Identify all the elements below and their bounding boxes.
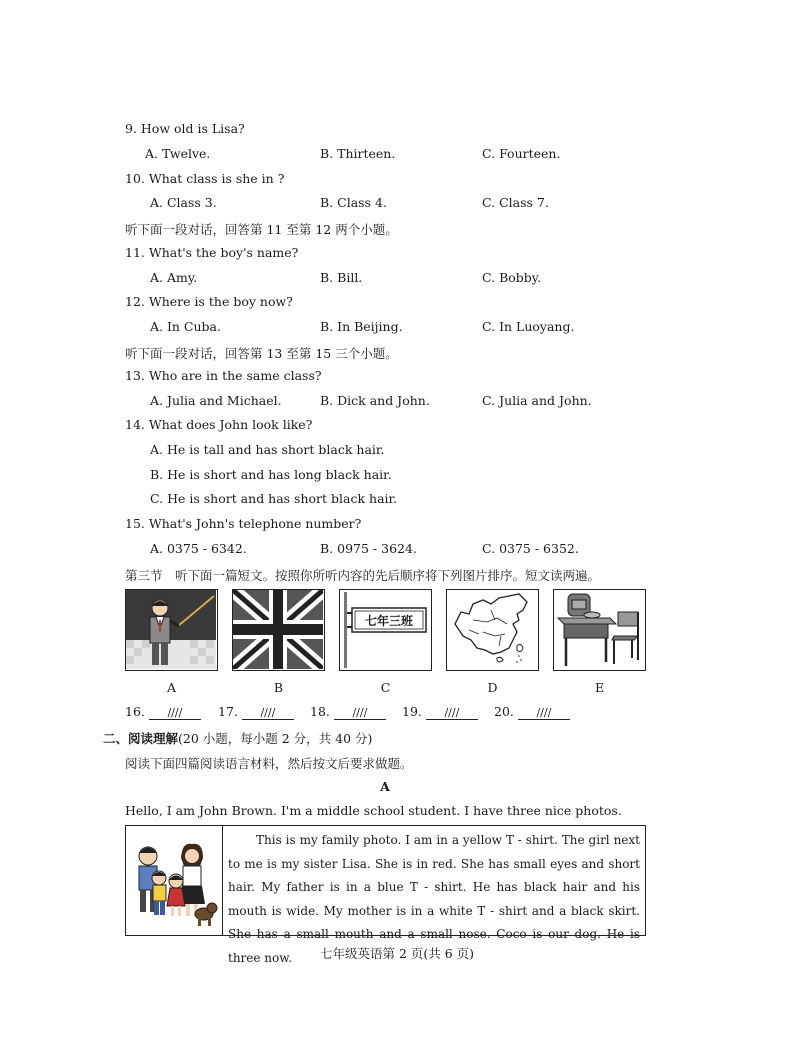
question-11-option-b: B. Bill.	[320, 270, 363, 285]
picture-d-china-map	[446, 589, 539, 671]
picture-label-a: A	[166, 680, 177, 695]
question-10-option-a: A. Class 3.	[150, 195, 217, 210]
question-14-stem: 14. What does John look like?	[125, 417, 313, 432]
picture-label-c: C	[380, 680, 391, 695]
question-13-option-c: C. Julia and John.	[482, 393, 592, 408]
question-9-stem: 9. How old is Lisa?	[125, 121, 245, 136]
question-10-stem: 10. What class is she in ?	[125, 171, 285, 186]
question-12-option-c: C. In Luoyang.	[482, 319, 575, 334]
answer-16[interactable]	[125, 704, 201, 720]
answer-blank[interactable]: ////	[518, 706, 570, 720]
question-11-stem: 11. What's the boy's name?	[125, 245, 299, 260]
reading-section-note: (20 小题，每小题 2 分，共 40 分)	[178, 731, 373, 746]
answer-blank[interactable]: ////	[149, 706, 201, 720]
question-11-option-c: C. Bobby.	[482, 270, 542, 285]
answer-blank[interactable]: ////	[426, 706, 478, 720]
class-sign-text: 七年三班	[364, 614, 414, 628]
question-15-option-b: B. 0975 - 3624.	[320, 541, 417, 556]
answer-17[interactable]	[218, 704, 294, 720]
picture-label-e: E	[594, 680, 605, 695]
question-9-option-c: C. Fourteen.	[482, 146, 561, 161]
photo-description-text: This is my family photo. I am in a yellow T - shirt. The girl next to me is my sister Lisa. She is in red. She has small eyes and short hair. My father is in a blue T - shirt. He has black hair and his mouth is wide. My mother is in a white T - shirt and a black skirt. She has a small mouth and a small nose. Coco is our dog. He is three now.	[228, 833, 640, 965]
answer-number: 17.	[218, 704, 238, 719]
answer-number: 16.	[125, 704, 145, 719]
question-13-stem: 13. Who are in the same class?	[125, 368, 322, 383]
question-12-stem: 12. Where is the boy now?	[125, 294, 293, 309]
instruction-dialogue-13-15: 听下面一段对话，回答第 13 至第 15 三个小题。	[125, 346, 398, 361]
answer-blank[interactable]: ////	[242, 706, 294, 720]
question-10-option-b: B. Class 4.	[320, 195, 387, 210]
answer-number: 18.	[310, 704, 330, 719]
question-12-option-a: A. In Cuba.	[150, 319, 221, 334]
answer-number: 19.	[402, 704, 422, 719]
reading-section-header	[103, 729, 372, 747]
picture-a-teacher	[125, 589, 218, 671]
picture-b-union-jack	[232, 589, 325, 671]
family-photo-illustration	[126, 826, 223, 935]
picture-label-d: D	[487, 680, 498, 695]
section-3-instruction: 第三节 听下面一篇短文。按照你所听内容的先后顺序将下列图片排序。短文读两遍。	[125, 568, 601, 583]
passage-opening: Hello, I am John Brown. I'm a middle school student. I have three nice photos.	[125, 803, 622, 818]
instruction-dialogue-11-12: 听下面一段对话，回答第 11 至第 12 两个小题。	[125, 222, 398, 237]
answer-18[interactable]	[310, 704, 386, 720]
picture-e-desk-and-chair	[553, 589, 646, 671]
answer-blank[interactable]: ////	[334, 706, 386, 720]
question-14-option-b: B. He is short and has long black hair.	[150, 467, 392, 482]
picture-c-class-sign	[339, 589, 432, 671]
question-15-option-c: C. 0375 - 6352.	[482, 541, 579, 556]
reading-section-title: 二、阅读理解	[103, 731, 179, 746]
question-14-option-a: A. He is tall and has short black hair.	[150, 442, 385, 457]
question-10-option-c: C. Class 7.	[482, 195, 549, 210]
question-14-option-c: C. He is short and has short black hair.	[150, 491, 398, 506]
question-9-option-b: B. Thirteen.	[320, 146, 396, 161]
picture-label-b: B	[273, 680, 284, 695]
question-13-option-a: A. Julia and Michael.	[150, 393, 282, 408]
answer-number: 20.	[494, 704, 514, 719]
reading-intro: 阅读下面四篇阅读语言材料，然后按文后要求做题。	[125, 756, 413, 771]
question-11-option-a: A. Amy.	[150, 270, 198, 285]
passage-letter: A	[380, 779, 390, 794]
question-9-option-a: A. Twelve.	[145, 146, 211, 161]
question-12-option-b: B. In Beijing.	[320, 319, 403, 334]
question-13-option-b: B. Dick and John.	[320, 393, 430, 408]
question-15-option-a: A. 0375 - 6342.	[150, 541, 247, 556]
page-footer: 七年级英语第 2 页(共 6 页)	[319, 946, 475, 961]
answer-20[interactable]	[494, 704, 570, 720]
question-15-stem: 15. What's John's telephone number?	[125, 516, 362, 531]
answer-19[interactable]	[402, 704, 478, 720]
